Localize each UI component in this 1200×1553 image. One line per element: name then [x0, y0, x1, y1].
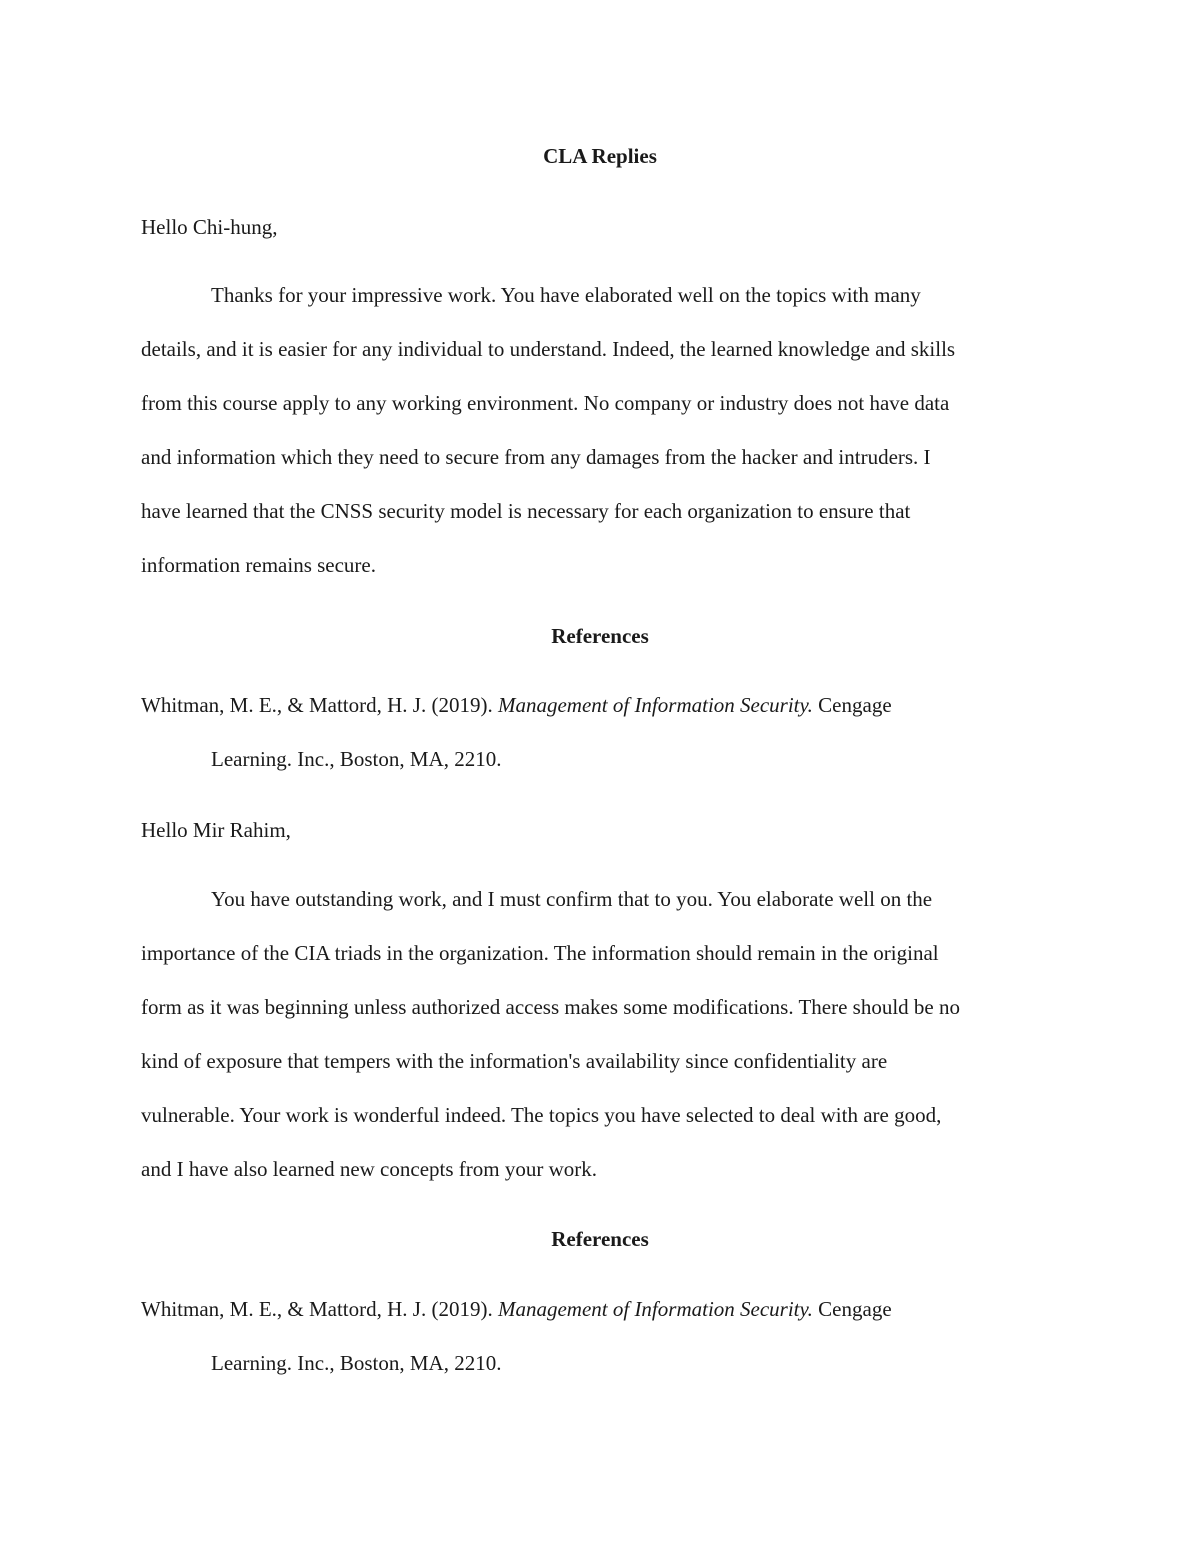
reply2-reference-entry — [141, 1294, 892, 1324]
reply1-reference-entry — [141, 690, 892, 720]
reply2-paragraph-line: and I have also learned new concepts from your work. — [141, 1157, 598, 1181]
reply2-greeting: Hello Mir Rahim, — [141, 818, 291, 842]
reply1-paragraph-line: and information which they need to secure from any damages from the hacker and intruders. I — [141, 445, 931, 469]
reply1-references-heading: References — [551, 624, 649, 648]
reference-publisher: Cengage — [812, 1297, 892, 1321]
reply2-paragraph-line: vulnerable. Your work is wonderful indeed. The topics you have selected to deal with are good, — [141, 1103, 942, 1127]
reply2-paragraph-line: kind of exposure that tempers with the information's availability since confidentiality are — [141, 1049, 888, 1073]
reference-authors: Whitman, M. E., & Mattord, H. J. (2019). — [141, 1297, 498, 1321]
reply2-reference-continuation: Learning. Inc., Boston, MA, 2210. — [211, 1351, 502, 1375]
document-title: CLA Replies — [543, 144, 657, 168]
reply1-paragraph-line: Thanks for your impressive work. You have elaborated well on the topics with many — [211, 283, 921, 307]
reply2-references-heading: References — [551, 1227, 649, 1251]
reply2-paragraph-line: You have outstanding work, and I must confirm that to you. You elaborate well on the — [211, 887, 933, 911]
reply2-paragraph-line: importance of the CIA triads in the organization. The information should remain in the original — [141, 941, 939, 965]
reference-title: Management of Information Security. — [497, 693, 813, 717]
reference-publisher: Cengage — [812, 693, 892, 717]
reference-title: Management of Information Security. — [497, 1297, 813, 1321]
reply1-paragraph-line: from this course apply to any working environment. No company or industry does not have data — [141, 391, 950, 415]
reply2-paragraph-line: form as it was beginning unless authorized access makes some modifications. There should be no — [141, 995, 960, 1019]
reply1-paragraph-line: information remains secure. — [141, 553, 376, 577]
reply1-greeting: Hello Chi-hung, — [141, 215, 278, 239]
reference-authors: Whitman, M. E., & Mattord, H. J. (2019). — [141, 693, 498, 717]
reply1-reference-continuation: Learning. Inc., Boston, MA, 2210. — [211, 747, 502, 771]
reply1-paragraph-line: have learned that the CNSS security model is necessary for each organization to ensure that — [141, 499, 911, 523]
reply1-paragraph-line: details, and it is easier for any individual to understand. Indeed, the learned knowledge and skills — [141, 337, 956, 361]
